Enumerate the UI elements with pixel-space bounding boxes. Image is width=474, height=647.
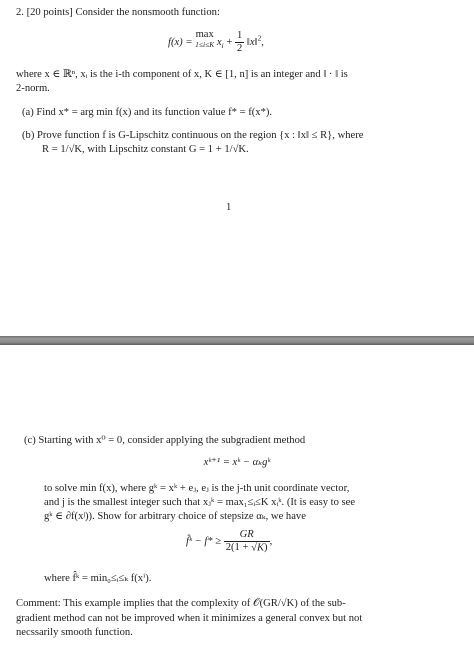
fraction-numerator: 1 xyxy=(235,30,244,43)
bound-fraction xyxy=(224,529,270,554)
comment-line3: necssarily smooth function. xyxy=(16,627,133,638)
part-c-line2: and j is the smallest integer such that xⱼᵏ = max₁≤ᵢ≤K xᵢᵏ. (It is easy to see xyxy=(44,497,356,508)
lower-bound-equation xyxy=(186,529,272,554)
where-fhat-definition: where f̂ᵏ = min₀≤ᵢ≤ₖ f(xⁱ). xyxy=(44,573,152,584)
norm-exponent: 2 xyxy=(257,33,262,43)
bound-den-post: ) xyxy=(264,542,268,554)
problem-header: 2. [20 points] Consider the nonsmooth function: xyxy=(16,7,220,18)
part-b-line2: R = 1/√K, with Lipschitz constant G = 1 + 1/√K. xyxy=(42,144,249,155)
page-number: 1 xyxy=(226,202,232,213)
bound-numerator: GR xyxy=(224,529,270,542)
pdf-page-2 xyxy=(0,345,474,647)
equation-lhs: f(x) = xyxy=(168,37,193,49)
fraction-denominator: 2 xyxy=(236,43,243,55)
component-x: x xyxy=(216,37,222,49)
subgradient-update-rule xyxy=(0,456,474,470)
norm-term: ‖x‖ xyxy=(246,37,258,49)
where-clause-line2: 2-norm. xyxy=(16,83,50,94)
part-b-line1: (b) Prove function f is G-Lipschitz continuous on the region {x : ‖x‖ ≤ R}, where xyxy=(22,130,364,141)
part-c-line1: to solve min f(x), where gᵏ = xᵏ + eⱼ, eⱼ is the j-th unit coordinate vector, xyxy=(44,483,350,494)
max-range: 1≤i≤K xyxy=(195,39,215,49)
one-half-fraction xyxy=(235,30,244,55)
plus-sign: + xyxy=(226,37,233,49)
bound-lhs: f̂ᵏ − f* ≥ xyxy=(186,536,222,548)
page-divider xyxy=(0,336,474,345)
part-c-intro: (c) Starting with x⁰ = 0, consider applying the subgradient method xyxy=(24,435,306,446)
update-rule-expr: xᵏ⁺¹ = xᵏ − αₖgᵏ xyxy=(203,457,271,468)
equation-comma: , xyxy=(261,37,264,49)
sqrt-k: √K xyxy=(251,542,265,554)
where-clause-line1: where x ∈ ℝⁿ, xᵢ is the i-th component of x, K ∈ [1, n] is an integer and ‖ · ‖ is xyxy=(16,69,348,80)
comment-line2: gradient method can not be improved when it minimizes a general convex but not xyxy=(16,613,363,624)
function-definition-equation xyxy=(168,30,264,55)
component-index: i xyxy=(221,41,224,51)
bound-den-pre: 2(1 + xyxy=(225,542,252,554)
max-operator xyxy=(195,30,214,48)
max-label: max xyxy=(195,29,214,40)
part-c-line3: gᵏ ∈ ∂f(xʲ)). Show for arbitrary choice of stepsize αₖ, we have xyxy=(44,511,306,522)
part-a-text: (a) Find x* = arg min f(x) and its function value f* = f(x*). xyxy=(22,107,273,118)
comment-line1: Comment: This example implies that the complexity of 𝒪(GR/√K) of the sub- xyxy=(16,598,346,609)
bound-comma: , xyxy=(269,536,273,548)
bound-denominator xyxy=(224,542,270,554)
